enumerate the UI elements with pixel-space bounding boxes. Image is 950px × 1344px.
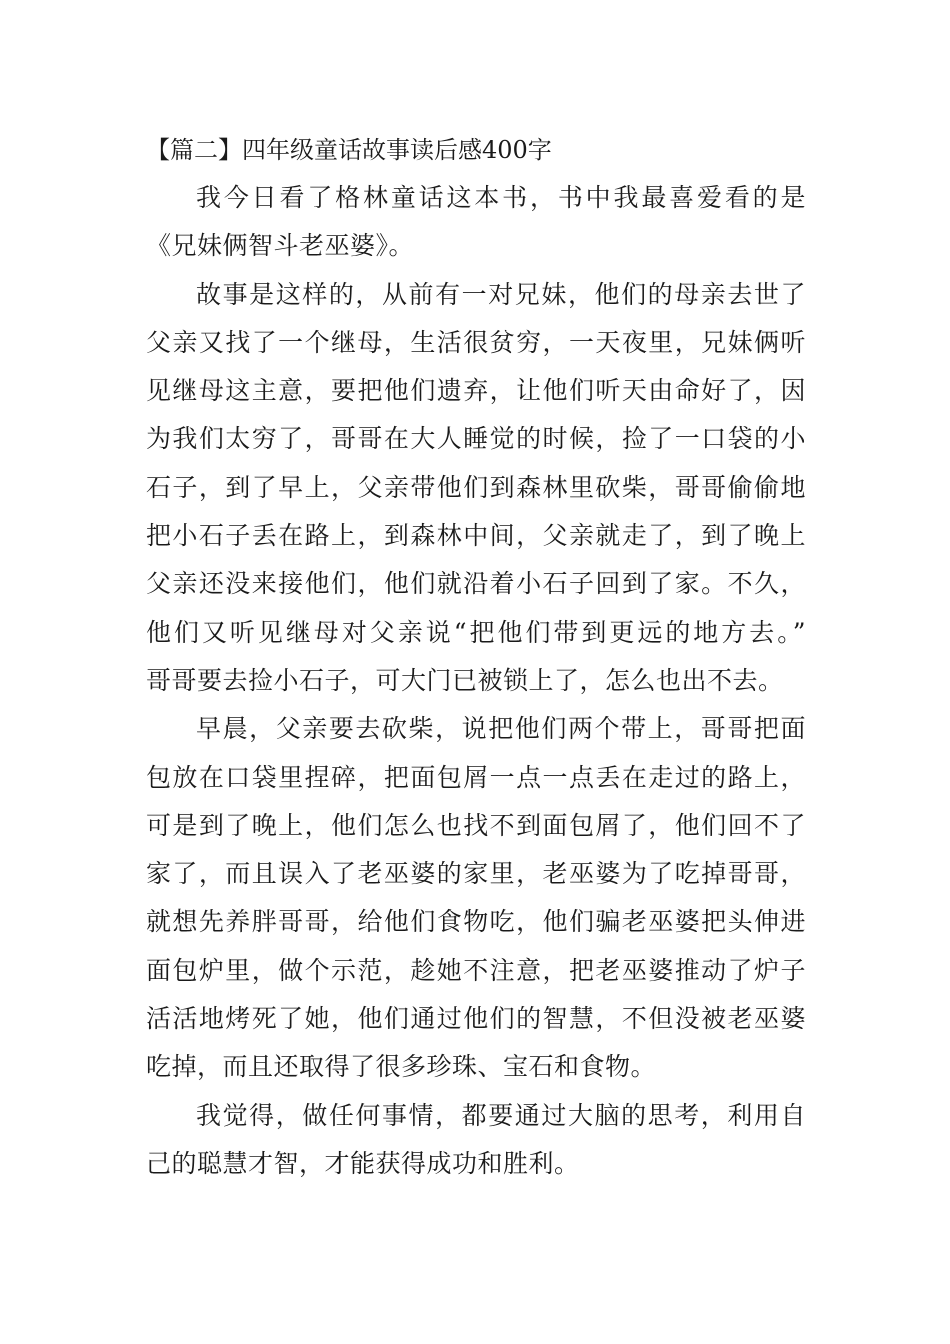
document-heading: 【篇二】四年级童话故事读后感400字: [146, 136, 552, 164]
paragraph-line: 父亲又找了一个继母，生活很贫穷，一天夜里，兄妹俩听: [146, 327, 806, 357]
paragraph-line: 他们又听见继母对父亲说“把他们带到更远的地方去。”: [146, 617, 806, 647]
paragraph-line: 我今日看了格林童话这本书，书中我最喜爱看的是: [196, 183, 806, 212]
paragraph-line: 《兄妹俩智斗老巫婆》。: [146, 231, 415, 261]
paragraph-line: 故事是这样的，从前有一对兄妹，他们的母亲去世了: [196, 279, 806, 309]
paragraph: [146, 1092, 806, 1189]
paragraph-line: 就想先养胖哥哥，给他们食物吃，他们骗老巫婆把头伸进: [146, 907, 806, 937]
document-body: [146, 126, 806, 1188]
paragraph: [146, 705, 806, 1091]
paragraph-line: 我觉得，做任何事情，都要通过大脑的思考，利用自: [196, 1100, 806, 1130]
paragraph: [146, 271, 806, 706]
paragraph-line: 见继母这主意，要把他们遗弃，让他们听天由命好了，因: [146, 376, 806, 406]
paragraph-line: 父亲还没来接他们，他们就沿着小石子回到了家。不久，: [146, 569, 806, 599]
paragraph-list: [146, 174, 806, 1188]
paragraph: [146, 174, 806, 271]
paragraph-line: 可是到了晚上，他们怎么也找不到面包屑了，他们回不了: [146, 810, 806, 840]
paragraph-line: 己的聪慧才智，才能获得成功和胜利。: [146, 1148, 580, 1178]
paragraph-line: 早晨，父亲要去砍柴，说把他们两个带上，哥哥把面: [196, 714, 806, 744]
paragraph-line: 包放在口袋里捏碎，把面包屑一点一点丢在走过的路上，: [146, 762, 806, 792]
paragraph-line: 把小石子丢在路上，到森林中间，父亲就走了，到了晚上: [146, 521, 806, 551]
paragraph-line: 面包炉里，做个示范，趁她不注意，把老巫婆推动了炉子: [146, 955, 806, 985]
paragraph-line: 石子，到了早上，父亲带他们到森林里砍柴，哥哥偷偷地: [146, 472, 806, 502]
paragraph-line: 为我们太穷了，哥哥在大人睡觉的时候，捡了一口袋的小: [146, 424, 806, 454]
paragraph-line: 吃掉，而且还取得了很多珍珠、宝石和食物。: [146, 1052, 657, 1082]
paragraph-line: 哥哥要去捡小石子，可大门已被锁上了，怎么也出不去。: [146, 665, 784, 695]
paragraph-line: 活活地烤死了她，他们通过他们的智慧，不但没被老巫婆: [146, 1004, 806, 1034]
paragraph-line: 家了，而且误入了老巫婆的家里，老巫婆为了吃掉哥哥，: [146, 859, 806, 889]
